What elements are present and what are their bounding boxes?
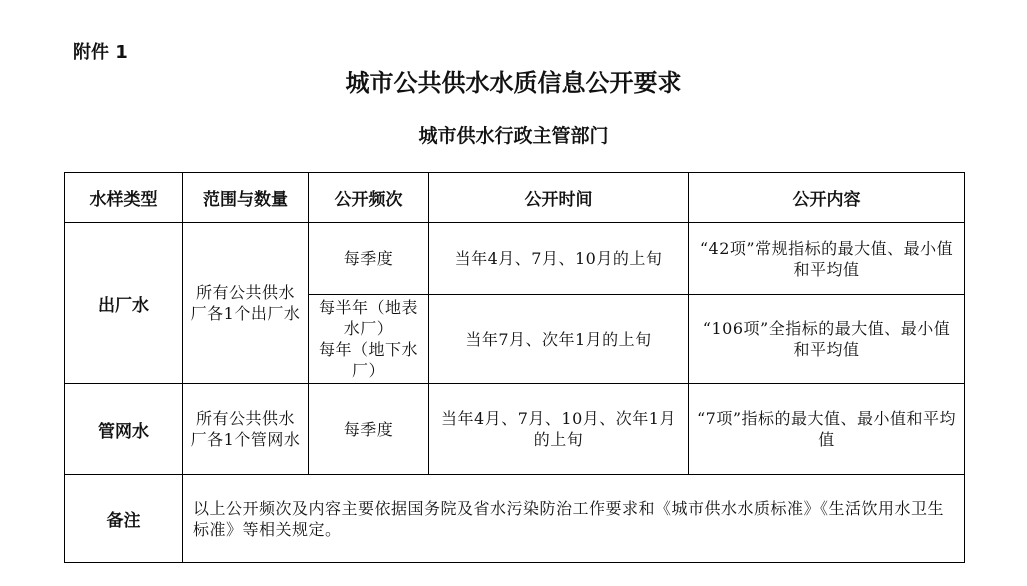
factory-water-scope: 所有公共供水厂各1个出厂水 — [183, 223, 309, 384]
factory-quarterly-time: 当年4月、7月、10月的上旬 — [429, 223, 689, 295]
pipe-water-scope: 所有公共供水厂各1个管网水 — [183, 384, 309, 475]
table-row — [65, 223, 965, 295]
remark-label: 备注 — [65, 475, 183, 563]
header-sample-type: 水样类型 — [65, 173, 183, 223]
pipe-time: 当年4月、7月、10月、次年1月的上旬 — [429, 384, 689, 475]
table-row — [65, 384, 965, 475]
header-frequency: 公开频次 — [309, 173, 429, 223]
factory-quarterly-frequency: 每季度 — [309, 223, 429, 295]
factory-frequency-surface: 每半年（地表水厂） — [318, 298, 418, 338]
factory-frequency-ground: 每年（地下水厂） — [318, 340, 418, 380]
pipe-frequency: 每季度 — [309, 384, 429, 475]
header-content: 公开内容 — [689, 173, 965, 223]
factory-quarterly-content: “42项”常规指标的最大值、最小值和平均值 — [689, 223, 965, 295]
factory-full-frequency — [309, 295, 429, 384]
pipe-content: “7项”指标的最大值、最小值和平均值 — [689, 384, 965, 475]
table-header-row — [65, 173, 965, 223]
factory-full-time: 当年7月、次年1月的上旬 — [429, 295, 689, 384]
table-row — [65, 475, 965, 563]
header-time: 公开时间 — [429, 173, 689, 223]
factory-full-content: “106项”全指标的最大值、最小值和平均值 — [689, 295, 965, 384]
page-title: 城市公共供水水质信息公开要求 — [345, 69, 682, 97]
remark-text: 以上公开频次及内容主要依据国务院及省水污染防治工作要求和《城市供水水质标准》《生活饮用水卫生标准》等相关规定。 — [183, 475, 965, 563]
pipe-water-type: 管网水 — [65, 384, 183, 475]
header-scope: 范围与数量 — [183, 173, 309, 223]
page-subtitle: 城市供水行政主管部门 — [418, 125, 609, 147]
attachment-label: 附件 1 — [73, 42, 128, 63]
requirements-table — [64, 172, 965, 563]
factory-water-type: 出厂水 — [65, 223, 183, 384]
